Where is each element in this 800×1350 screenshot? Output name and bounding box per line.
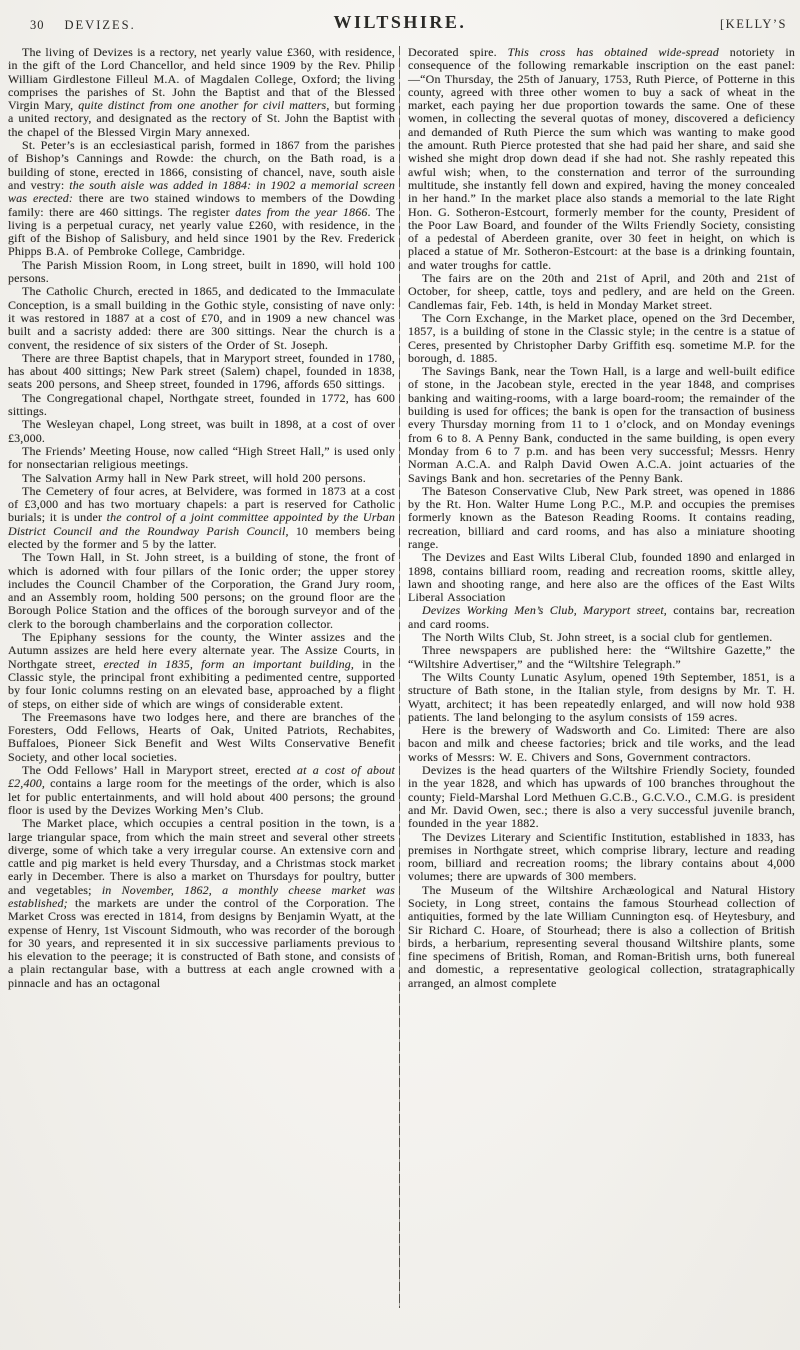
- paragraph: The living of Devizes is a rectory, net yearly value £360, with residence, in the gift of the Lord Chancellor, and held since 1909 by the Rev. Philip William Girdlestone Filleul M.A. of Magdalen College, Oxford; the living comprises the parishes of St. John the Baptist and that of the Blessed Virgin Mary, quite distinct from one another for civil matters, but forming a united rectory, and designated as the rectory of St. John the Baptist with the chapel of the Blessed Virgin Mary annexed.: [8, 45, 396, 139]
- paragraph: The Wilts County Lunatic Asylum, opened 19th September, 1851, is a structure of Bath stone, in the Italian style, from designs by Mr. T. H. Wyatt, architect; it has been repeatedly enlarged, and will now hold 938 patients. The land belonging to the asylum consists of 159 acres.: [408, 669, 795, 724]
- paragraph: The Bateson Conservative Club, New Park street, was opened in 1886 by the Rt. Hon. Walter Hume Long P.C., M.P. and occupies the premises formerly known as the Bateson Reading Rooms. It contains reading, recreation, billiard and card rooms, and has also a miniature shooting range.: [408, 483, 795, 551]
- right-column: [408, 46, 795, 990]
- paragraph: St. Peter’s is an ecclesiastical parish, formed in 1867 from the parishes of Bishop’s Cannings and Rowde: the church, on the Bath road, is a building of stone, erected in 1866, consisting of chancel, nave, south aisle and vestry: the south aisle was added in 1884: in 1902 a memorial screen was erected: there are two stained windows to members of the Dowding family: there are 460 sittings. The register dates from the year 1866. The living is a perpetual curacy, net yearly value £260, with residence, in the gift of the Bishop of Salisbury, and held since 1901 by the Rev. Frederick Phipps B.A. of Pembroke College, Cambridge.: [8, 138, 395, 259]
- paragraph: The Town Hall, in St. John street, is a building of stone, the front of which is adorned with four pillars of the Ionic order; the upper storey includes the Council Chamber of the Corporation, the Grand Jury room, and an Assembly room, holding 500 persons; on the ground floor are the Borough Police Station and the offices of the borough surveyor and of the clerk to the borough chamberlains and the corporation collector.: [8, 550, 395, 631]
- running-header: [0, 12, 800, 38]
- paragraph: The Salvation Army hall in New Park street, will hold 200 persons.: [22, 470, 366, 485]
- paragraph: Here is the brewery of Wadsworth and Co. Limited: There are also bacon and milk and cheese factories; brick and tile works, and the lead works of Messrs: W. E. Chivers and Sons, Government contractors.: [408, 723, 795, 764]
- paragraph: The Savings Bank, near the Town Hall, is a large and well-built edifice of stone, in the Jacobean style, erected in the year 1848, and comprises banking and waiting-rooms, with a large board-room; the remainder of the building is used for offices; the bank is open for the transaction of business every Thursday morning from 11 to 1 o’clock, and on Monday evenings from 6 to 8. A Penny Bank, conducted in the same building, is open every Monday from 6 to 7 p.m. and has been very successful; Messrs. Henry Norman A.C.A. and Ralph David Owen A.C.A. joint actuaries of the Savings Bank and hon. secretaries of the Penny Bank.: [408, 364, 795, 485]
- page-number: 30: [30, 18, 45, 32]
- paragraph: The fairs are on the 20th and 21st of April, and 20th and 21st of October, for sheep, cattle, toys and pedlery, and are held on the Green. Candlemas fair, Feb. 14th, is held in Monday Market street.: [408, 271, 795, 312]
- paragraph: The Corn Exchange, in the Market place, opened on the 3rd December, 1857, is a building of stone in the Classic style; in the centre is a statue of Ceres, presented by Christopher Darby Griffith esq. sometime M.P. for the borough, d. 1885.: [408, 310, 795, 365]
- paragraph: The Devizes Literary and Scientific Institution, established in 1833, has premises in Northgate street, which comprise library, lecture and reading room, billiard and recreation rooms; the library contains about 4,000 volumes; there are upwards of 300 members.: [408, 829, 795, 884]
- paragraph: The Museum of the Wiltshire Archæological and Natural History Society, in Long street, contains the famous Stourhead collection of antiquities, formed by the late William Cunnington esq. of Heytesbury, and Sir Richard C. Hoare, of Stourhead; there is also a collection of British birds, a herbarium, representing several thousand Wiltshire plants, some fine specimens of British, Roman, and Roman-British urns, both funereal and domestic, a representative geological collection, stratagraphically arranged, an almost complete: [408, 882, 795, 990]
- paragraph: Devizes Working Men’s Club, Maryport street, contains bar, recreation and card rooms.: [408, 603, 796, 631]
- paragraph: The Parish Mission Room, in Long street, built in 1890, will hold 100 persons.: [8, 257, 395, 286]
- paragraph: The Odd Fellows’ Hall in Maryport street, erected at a cost of about £2,400, contains a large room for the meetings of the order, which is also let for public entertainments, and will hold about 400 persons; the ground floor is used by the Devizes Working Men’s Club.: [8, 763, 395, 817]
- left-column: [8, 46, 395, 990]
- paragraph: Devizes is the head quarters of the Wiltshire Friendly Society, founded in the year 1828, and which has upwards of 100 branches throughout the county; Field-Marshal Lord Methuen G.C.B., G.C.V.O., C.M.G. is president and Mr. David Owen, sec.; there is also a very successful juvenile branch, founded in the year 1882.: [408, 763, 795, 831]
- paragraph: The Epiphany sessions for the county, the Winter assizes and the Autumn assizes are held here every alternate year. The Assize Courts, in Northgate street, erected in 1835, form an important building, in the Classic style, the principal front exhibiting a pedimented centre, supported by four Ionic columns resting on an elevated base, approached by a flight of steps, on either side of which are wings of considerable extent.: [8, 630, 396, 711]
- paragraph: The Congregational chapel, Northgate street, founded in 1772, has 600 sittings.: [8, 390, 395, 419]
- paragraph: The Friends’ Meeting House, now called “High Street Hall,” is used only for nonsectarian religious meetings.: [8, 443, 396, 472]
- paragraph: The Devizes and East Wilts Liberal Club, founded 1890 and enlarged in 1898, contains billiard room, reading and recreation rooms, skittle alley, lawn and shooting range, and here also are the offices of the East Wilts Liberal Association: [408, 550, 795, 605]
- header-publisher-title: [KELLY’S: [720, 17, 787, 31]
- paragraph: There are three Baptist chapels, that in Maryport street, founded in 1780, has about 400 sittings; New Park street (Salem) chapel, founded in 1838, seats 200 persons, and Sheep street, founded in 1796, affords 650 sittings.: [8, 350, 395, 392]
- header-place-title: DEVIZES.: [64, 18, 136, 32]
- header-county-title: WILTSHIRE.: [333, 12, 467, 32]
- paragraph: The Catholic Church, erected in 1865, and dedicated to the Immaculate Conception, is a small building in the Gothic style, consisting of nave only: it was restored in 1887 at a cost of £70, and in 1909 a new chancel was built and a sacristy added: there are 300 sittings. Near the church is a convent, the residence of six sisters of the Order of St. Joseph.: [8, 284, 395, 352]
- paragraph: The Market place, which occupies a central position in the town, is a large triangular space, from which the main street and several other streets diverge, some of which take a very irregular course. An extensive corn and cattle and pig market is held every Thursday, and a Christmas stock market early in December. There is also a market on Thursdays for poultry, butter and vegetables; in November, 1862, a monthly cheese market was established; the markets are under the control of the Corporation. The Market Cross was erected in 1814, from designs by Benjamin Wyatt, at the expense of Henry, 1st Viscount Sidmouth, who was recorder of the borough for 30 years, and represented it in six successive parliaments previous to his elevation to the peerage; it is constructed of Bath stone, and consists of a plain rectangular base, with a buttress at each angle crowned with a pinnacle and has an octagonal: [8, 816, 396, 990]
- paragraph: The Freemasons have two lodges here, and there are branches of the Foresters, Odd Fellows, Hearts of Oak, United Patriots, Rechabites, Buffaloes, Pioneer Sick Benefit and West Wilts Conservative Benefit Society, and other local societies.: [8, 709, 395, 764]
- paragraph: The Cemetery of four acres, at Belvidere, was formed in 1873 at a cost of £3,000 and has two mortuary chapels: a part is reserved for Catholic burials; it is under the control of a joint committee appointed by the Urban District Council and the Roundway Parish Council, 10 members being elected by the former and 5 by the latter.: [8, 483, 396, 551]
- paragraph: The North Wilts Club, St. John street, is a social club for gentlemen.: [422, 630, 773, 645]
- paragraph: Three newspapers are published here: the “Wiltshire Gazette,” the “Wiltshire Advertiser,” and the “Wiltshire Telegraph.”: [408, 643, 795, 671]
- text-columns: [8, 46, 795, 990]
- paragraph: The Wesleyan chapel, Long street, was built in 1898, at a cost of over £3,000.: [8, 417, 395, 445]
- paragraph: Decorated spire. This cross has obtained wide-spread notoriety in consequence of the following remarkable inscription on the east panel:—“On Thursday, the 25th of January, 1753, Ruth Pierce, of Potterne in this county, agreed with three other women to buy a sack of wheat in the market, each paying her due proportion towards the same. One of these women, in collecting the several quotas of money, discovered a deficiency and demanded of Ruth Pierce the sum which was wanting to make good the amount. Ruth Pierce protested that she had paid her share, and said she wished she might drop down dead if she had not. She rashly repeated this awful wish; when, to the consternation and terror of the surrounding multitude, she instantly fell down and expired, having the money concealed in her hand.” In the market place also stands a memorial to the late Right Hon. G. Sotheron-Estcourt, formerly member for the county, President of the Poor Law Board, and founder of the Wilts Friendly Society, consisting of a pedestal of Aberdeen granite, over 30 feet in height, on which is placed a statue of Mr. Sotheron-Estcourt: at the base is a drinking fountain, and water troughs for cattle.: [408, 45, 795, 272]
